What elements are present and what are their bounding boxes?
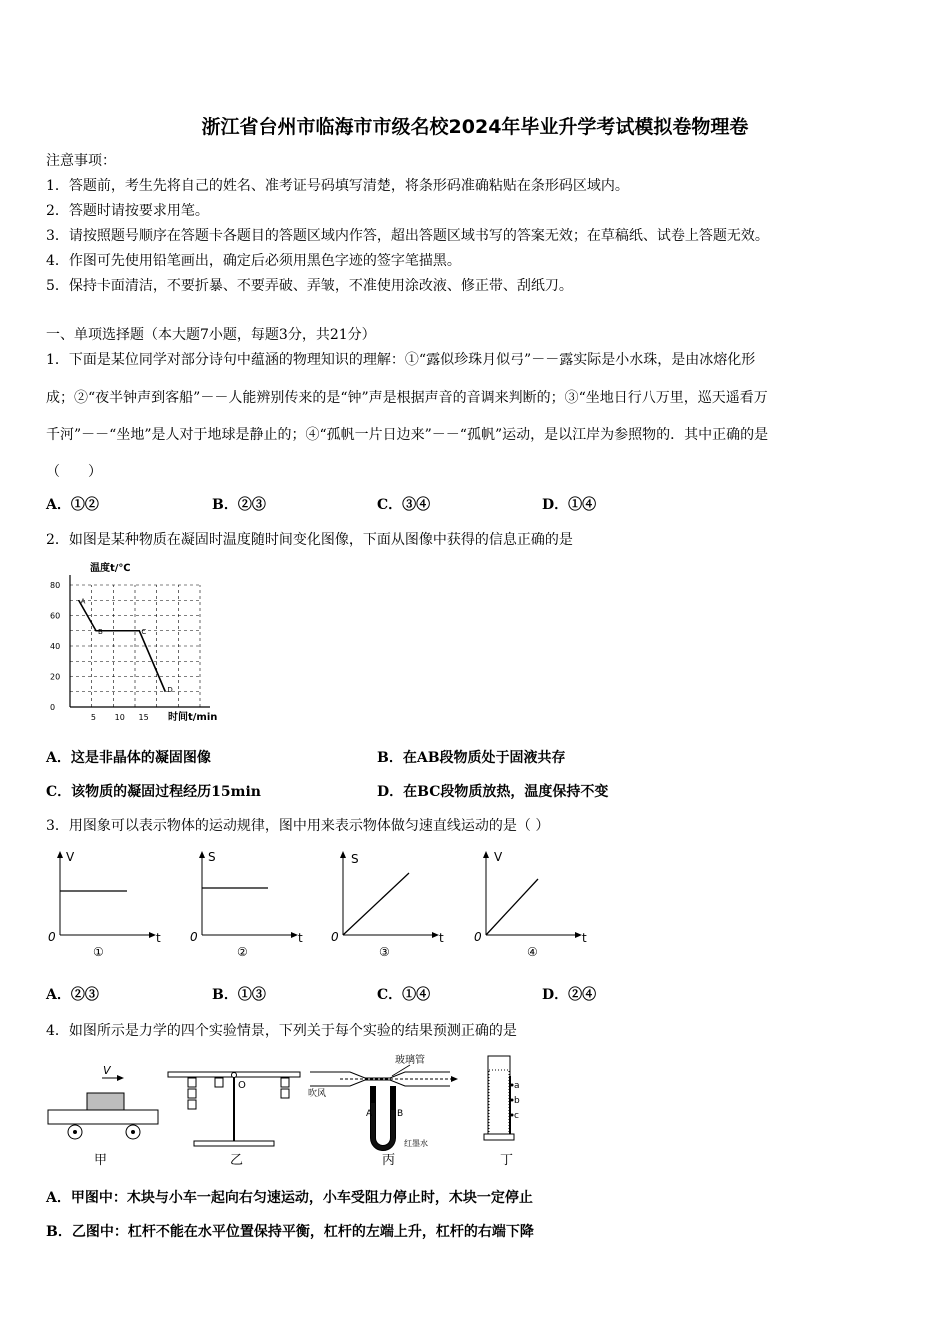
hole-c-label: c [514, 1111, 519, 1121]
pivot-label: O [238, 1080, 246, 1091]
x-tick-label: 5 [90, 713, 96, 722]
notice-item: 3．请按照题号顺序在答题卡各题目的答题区域内作答，超出答题区域书写的答案无效；在草稿纸、试卷上答题无效。 [46, 228, 769, 244]
x-tick-label: 10 [114, 713, 125, 722]
graph-3-y-label: S [351, 852, 359, 866]
glass-tube-label: 玻璃管 [395, 1055, 425, 1066]
q1-line: 1．下面是某位同学对部分诗句中蕴涵的物理知识的理解：①“露似珍珠月似弓”－－露实际是小水珠，是由冰熔化形 [46, 352, 756, 368]
red-ink-label: 红墨水 [404, 1139, 428, 1148]
graph-4 [474, 850, 587, 959]
q1-option-a[interactable]: A．①② [46, 497, 99, 513]
graph-2-caption: ② [237, 945, 248, 959]
graph-4-x-label: t [582, 931, 587, 945]
caption-jia: 甲 [94, 1153, 108, 1168]
q1-line: 成；②“夜半钟声到客船”－－人能辨别传来的是“钟”声是根据声音的音调来判断的；③“坐地日行八万里，巡天遥看万 [46, 390, 768, 406]
graph-4-origin: 0 [474, 930, 482, 944]
chart-point-labels [81, 597, 173, 694]
q3-option-b[interactable]: B．①③ [212, 987, 266, 1003]
notice-item: 1．答题前，考生先将自己的姓名、准考证号码填写清楚，将条形码准确粘贴在条形码区域内。 [46, 178, 629, 194]
page-title: 浙江省台州市临海市市级名校2024年毕业升学考试模拟卷物理卷 [201, 116, 749, 138]
point-label-b: B [98, 627, 103, 636]
q1-line: （ ） [46, 464, 102, 480]
figure-cart [48, 1064, 158, 1168]
q3-option-c[interactable]: C．①④ [377, 987, 431, 1003]
q3-stem: 3．用图象可以表示物体的运动规律，图中用来表示物体做匀速直线运动的是（ ） [46, 818, 550, 834]
graph-2 [190, 850, 303, 959]
y-tick-label: 60 [50, 611, 61, 621]
notice-item: 4．作图可先使用铅笔画出，确定后必须用黑色字迹的签字笔描黑。 [46, 253, 461, 269]
x-tick-label: 15 [138, 713, 149, 722]
graph-3-x-label: t [439, 931, 444, 945]
point-label-a: A [80, 597, 86, 606]
caption-yi: 乙 [230, 1153, 244, 1168]
x-axis-label: 时间t/min [168, 712, 218, 723]
hole-a-label: a [514, 1081, 520, 1091]
cart-body [48, 1110, 158, 1124]
figure-water-column [484, 1056, 520, 1168]
wood-block [87, 1093, 124, 1110]
q3-option-d[interactable]: D．②④ [542, 987, 597, 1003]
q1-option-b[interactable]: B．②③ [212, 497, 266, 513]
tube-a-label: A [366, 1109, 373, 1119]
chart-grid [70, 585, 200, 707]
y-axis-label: 温度t/℃ [90, 563, 131, 574]
graph-3-origin: 0 [331, 930, 339, 944]
graph-2-origin: 0 [190, 930, 198, 944]
lever-base [194, 1141, 274, 1146]
q2-option-d[interactable]: D．在BC段物质放热，温度保持不变 [377, 784, 609, 800]
notice-item: 5．保持卡面清洁，不要折暴、不要弄破、弄皱，不准使用涂改液、修正带、刮纸刀。 [46, 278, 573, 294]
graph-2-x-label: t [298, 931, 303, 945]
container-base [484, 1134, 514, 1140]
motion-graphs [40, 845, 610, 965]
graph-1-y-label: V [66, 850, 75, 864]
graph-1-x-label: t [156, 931, 161, 945]
velocity-label: V [103, 1064, 111, 1077]
notice-item: 2．答题时请按要求用笔。 [46, 203, 209, 219]
graph-3 [331, 851, 444, 959]
graph-3-line [343, 873, 409, 935]
y-tick-label: 20 [50, 672, 61, 682]
graph-4-y-label: V [494, 850, 503, 864]
q2-stem: 2．如图是某种物质在凝固时温度随时间变化图像，下面从图像中获得的信息正确的是 [46, 532, 573, 548]
hole-b-label: b [514, 1096, 520, 1106]
graph-4-line [486, 879, 538, 935]
y-tick-label: 0 [50, 703, 56, 712]
graph-1 [48, 850, 161, 959]
tube-b-label: B [397, 1109, 404, 1119]
q1-option-c[interactable]: C．③④ [377, 497, 431, 513]
graph-3-caption: ③ [379, 945, 390, 959]
q1-line: 千河”－－“坐地”是人对于地球是静止的；④“孤帆一片日边来”－－“孤帆”运动，是以江岸为参照物的．其中正确的是 [46, 427, 769, 443]
point-label-d: D [167, 685, 173, 694]
wind-label: 吹风 [308, 1089, 327, 1099]
caption-ding: 丁 [500, 1153, 514, 1168]
graph-1-origin: 0 [48, 930, 56, 944]
mechanics-experiments-figure [40, 1048, 560, 1173]
notice-heading: 注意事项： [46, 153, 116, 169]
cooling-curve-chart [40, 555, 240, 725]
q4-option-a[interactable]: A．甲图中：木块与小车一起向右匀速运动，小车受阻力停止时，木块一定停止 [46, 1190, 533, 1206]
q3-option-a[interactable]: A．②③ [46, 987, 99, 1003]
point-label-c: C [141, 627, 147, 636]
y-tick-label: 80 [50, 581, 61, 590]
y-tick-label: 40 [50, 642, 61, 651]
q4-stem: 4．如图所示是力学的四个实验情景，下列关于每个实验的结果预测正确的是 [46, 1023, 517, 1039]
figure-venturi [308, 1053, 458, 1168]
q2-option-c[interactable]: C．该物质的凝固过程经历15min [46, 784, 261, 800]
graph-2-y-label: S [208, 850, 216, 864]
section-heading: 一、单项选择题（本大题7小题，每题3分，共21分） [46, 327, 376, 343]
q1-option-d[interactable]: D．①④ [542, 497, 597, 513]
graph-1-caption: ① [93, 945, 104, 959]
q4-option-b[interactable]: B．乙图中：杠杆不能在水平位置保持平衡，杠杆的左端上升，杠杆的右端下降 [46, 1224, 534, 1240]
graph-4-caption: ④ [527, 945, 538, 959]
caption-bing: 丙 [382, 1153, 396, 1168]
figure-lever [168, 1072, 300, 1168]
q2-option-a[interactable]: A．这是非晶体的凝固图像 [46, 750, 211, 766]
q2-option-b[interactable]: B．在AB段物质处于固液共存 [377, 750, 566, 766]
chart-ticks [50, 581, 149, 722]
